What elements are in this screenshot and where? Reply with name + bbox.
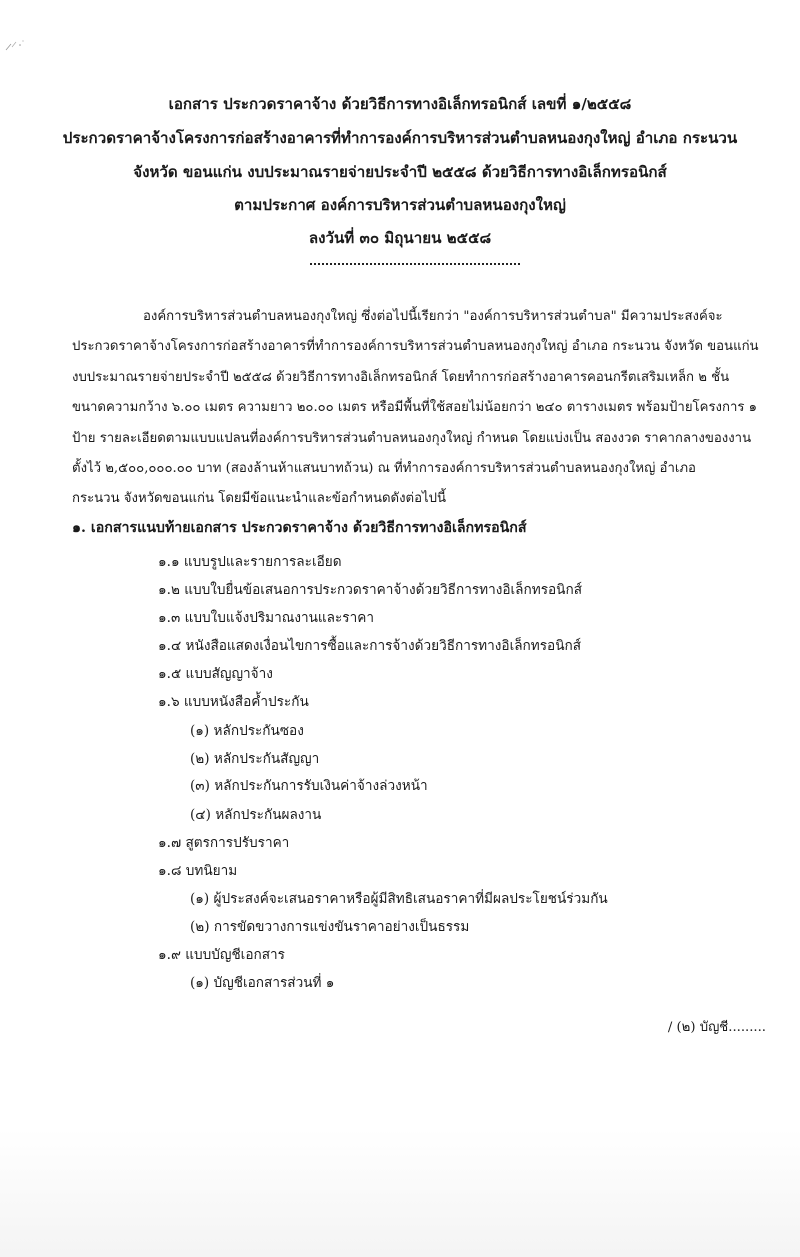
page-continuation: / (๒) บัญชี......... xyxy=(667,1020,766,1035)
doc-title-line-5: ลงวันที่ ๓๐ มิถุนายน ๒๕๕๘ xyxy=(308,229,492,247)
sub-list-item: (๑) บัญชีเอกสารส่วนที่ ๑ xyxy=(190,975,335,991)
intro-line-3: งบประมาณรายจ่ายประจำปี ๒๕๕๘ ด้วยวิธีการทางอิเล็กทรอนิกส์ โดยทำการก่อสร้างอาคารคอนกรีตเสริมเหล็ก ๒ ชั้น xyxy=(72,370,730,385)
list-item: ๑.๔ หนังสือแสดงเงื่อนไขการซื้อและการจ้างด้วยวิธีการทางอิเล็กทรอนิกส์ xyxy=(158,638,582,654)
intro-line-1: องค์การบริหารส่วนตำบลหนองกุงใหญ่ ซึ่งต่อไปนี้เรียกว่า "องค์การบริหารส่วนตำบล" มีความประสงค์จะ xyxy=(143,309,723,324)
doc-title-line-4: ตามประกาศ องค์การบริหารส่วนตำบลหนองกุงใหญ่ xyxy=(234,196,566,214)
page-bottom-shading xyxy=(0,1128,800,1257)
dotted-divider xyxy=(310,263,520,265)
section-heading: ๑. เอกสารแนบท้ายเอกสาร ประกวดราคาจ้าง ด้วยวิธีการทางอิเล็กทรอนิกส์ xyxy=(72,520,527,536)
list-item: ๑.๕ แบบสัญญาจ้าง xyxy=(158,666,273,682)
list-item: ๑.๒ แบบใบยื่นข้อเสนอการประกวดราคาจ้างด้วยวิธีการทางอิเล็กทรอนิกส์ xyxy=(158,582,582,598)
intro-line-4: ขนาดความกว้าง ๖.๐๐ เมตร ความยาว ๒๐.๐๐ เมตร หรือมีพื้นที่ใช้สอยไม่น้อยกว่า ๒๔๐ ตารางเมตร พร้อมป้ายโครงการ ๑ xyxy=(72,400,758,415)
list-item: ๑.๑ แบบรูปและรายการละเอียด xyxy=(158,554,342,570)
sub-list-item: (๒) หลักประกันสัญญา xyxy=(190,751,320,767)
sub-list-item: (๑) ผู้ประสงค์จะเสนอราคาหรือผู้มีสิทธิเสนอราคาที่มีผลประโยชน์ร่วมกัน xyxy=(190,891,608,907)
intro-line-7: กระนวน จังหวัดขอนแก่น โดยมีข้อแนะนำและข้อกำหนดดังต่อไปนี้ xyxy=(72,491,447,506)
sub-list-item: (๑) หลักประกันซอง xyxy=(190,723,304,739)
list-item: ๑.๙ แบบบัญชีเอกสาร xyxy=(158,947,285,963)
list-item: ๑.๘ บทนิยาม xyxy=(158,863,238,879)
list-item: ๑.๗ สูตรการปรับราคา xyxy=(158,835,290,851)
list-item: ๑.๓ แบบใบแจ้งปริมาณงานและราคา xyxy=(158,610,374,626)
intro-line-6: ตั้งไว้ ๒,๕๐๐,๐๐๐.๐๐ บาท (สองล้านห้าแสนบาทถ้วน) ณ ที่ทำการองค์การบริหารส่วนตำบลหนองกุงใหญ่ อำเภอ xyxy=(72,461,696,476)
intro-line-2: ประกวดราคาจ้างโครงการก่อสร้างอาคารที่ทำการองค์การบริหารส่วนตำบลหนองกุงใหญ่ อำเภอ กระนวน จังหวัด ขอนแก่น xyxy=(72,339,759,354)
sub-list-item: (๔) หลักประกันผลงาน xyxy=(190,807,322,823)
sub-list-item: (๓) หลักประกันการรับเงินค่าจ้างล่วงหน้า xyxy=(190,778,428,794)
doc-title-line-3: จังหวัด ขอนแก่น งบประมาณรายจ่ายประจำปี ๒๕๕๘ ด้วยวิธีการทางอิเล็กทรอนิกส์ xyxy=(133,163,667,181)
scan-mark-icon xyxy=(4,38,26,52)
doc-title-line-1: เอกสาร ประกวดราคาจ้าง ด้วยวิธีการทางอิเล็กทรอนิกส์ เลขที่ ๑/๒๕๕๘ xyxy=(168,95,632,113)
list-item: ๑.๖ แบบหนังสือค้ำประกัน xyxy=(158,694,309,710)
intro-line-5: ป้าย รายละเอียดตามแบบแปลนที่องค์การบริหารส่วนตำบลหนองกุงใหญ่ กำหนด โดยแบ่งเป็น สองงวด ราคากลางของงาน xyxy=(72,431,752,446)
sub-list-item: (๒) การขัดขวางการแข่งขันราคาอย่างเป็นธรรม xyxy=(190,919,470,935)
doc-title-line-2: ประกวดราคาจ้างโครงการก่อสร้างอาคารที่ทำการองค์การบริหารส่วนตำบลหนองกุงใหญ่ อำเภอ กระนวน xyxy=(62,129,738,147)
